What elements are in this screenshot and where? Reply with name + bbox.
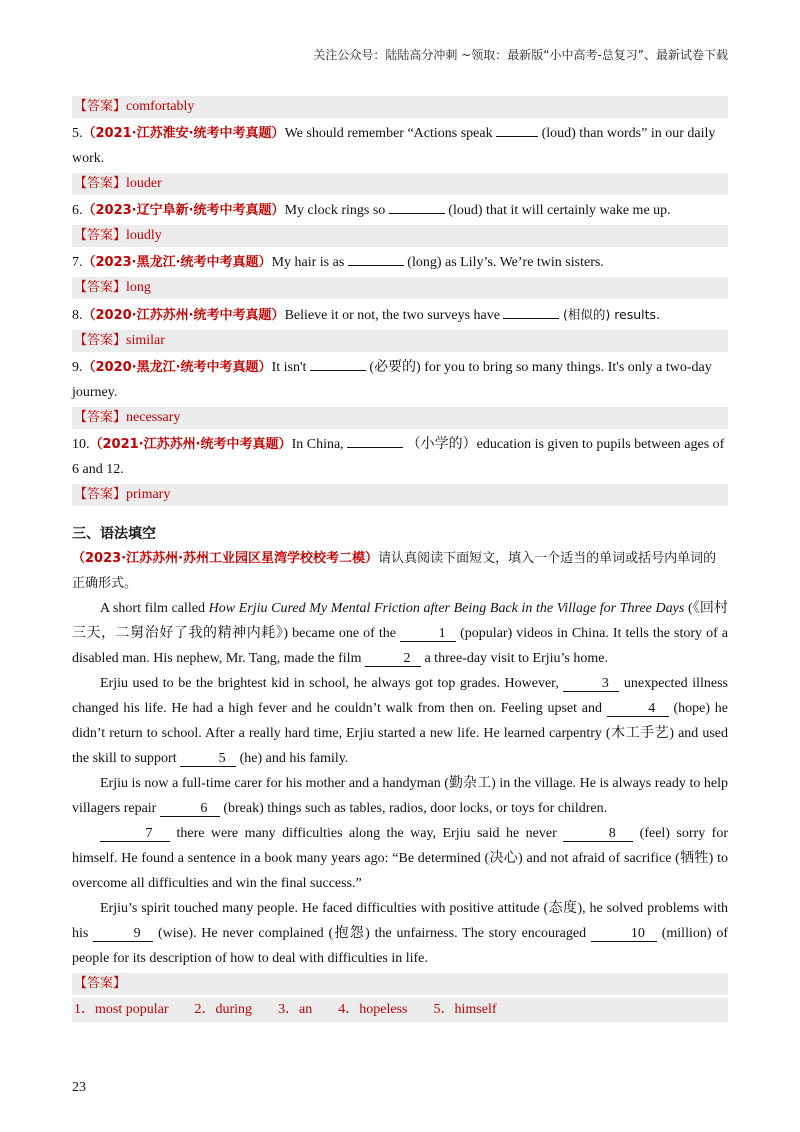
- question-source: （2020·江苏苏州·统考中考真题）: [82, 308, 285, 323]
- answer-bar: 【答案】louder: [72, 173, 728, 195]
- blank-2[interactable]: 2: [365, 652, 421, 667]
- answer-bar: 【答案】: [72, 973, 728, 995]
- answer-item: 5．himself: [433, 1002, 497, 1017]
- answer-item: 1．most popular: [74, 1002, 169, 1017]
- answer-text: loudly: [126, 228, 162, 243]
- blank-1[interactable]: 1: [400, 627, 456, 642]
- intro-instructions: 请认真阅读下面短文，填入一个适当的单词或括号内单词的正确形式。: [72, 551, 717, 591]
- passage-paragraph: Erjiu’s spirit touched many people. He faced difficulties with positive attitude (态度), he solved problems with his 9 (wise). He never complained (抱怨) the unfairness. The story encouraged 10 (million) of people for its description of how to deal with difficulties in life.: [72, 901, 729, 966]
- answer-bar: 【答案】comfortably: [72, 96, 728, 118]
- page-content: [72, 94, 728, 1022]
- question-item: 9.（2020·黑龙江·统考中考真题）It isn't (必要的) for you to bring so many things. It's only a two-day journey.: [72, 355, 728, 405]
- question-item: 8.（2020·江苏苏州·统考中考真题）Believe it or not, the two surveys have (相似的) results.: [72, 302, 728, 328]
- passage-paragraph: Erjiu used to be the brightest kid in school, he always got top grades. However, 3 unexpected illness changed his life. He had a high fever and he couldn’t walk from then on. Feeling upset and 4 (hope) he didn’t return to school. After a really hard time, Erjiu started a new life. He learned carpentry (木工手艺) and used the skill to support 5 (he) and his family.: [72, 676, 729, 766]
- answer-item: 4．hopeless: [338, 1002, 408, 1017]
- answer-text: necessary: [126, 410, 181, 425]
- blank-7[interactable]: 7: [100, 827, 170, 842]
- page-number: 23: [72, 1080, 86, 1095]
- answer-blank[interactable]: [496, 122, 538, 137]
- section-intro: [72, 546, 728, 596]
- blank-9[interactable]: 9: [93, 927, 153, 942]
- answer-blank[interactable]: [503, 304, 559, 319]
- question-source: （2021·江苏苏州·统考中考真题）: [89, 437, 292, 452]
- question-source: （2023·黑龙江·统考中考真题）: [82, 255, 272, 270]
- question-source: （2020·黑龙江·统考中考真题）: [82, 360, 272, 375]
- question-item: 6.（2023·辽宁阜新·统考中考真题）My clock rings so (loud) that it will certainly wake me up.: [72, 198, 728, 223]
- answer-text: long: [126, 280, 151, 295]
- blank-3[interactable]: 3: [563, 677, 619, 692]
- blank-6[interactable]: 6: [160, 802, 220, 817]
- answer-list: [72, 998, 728, 1022]
- answer-bar: 【答案】loudly: [72, 225, 728, 247]
- answer-text: primary: [126, 487, 171, 502]
- film-title: How Erjiu Cured My Mental Friction after Being Back in the Village for Three Days: [208, 601, 685, 616]
- answer-bar: 【答案】similar: [72, 330, 728, 352]
- answer-blank[interactable]: [348, 251, 404, 266]
- intro-source: （2023·江苏苏州·苏州工业园区星湾学校校考二模）: [72, 551, 379, 566]
- question-source: （2023·辽宁阜新·统考中考真题）: [82, 203, 285, 218]
- answer-bar: 【答案】primary: [72, 484, 728, 506]
- passage-paragraph: 7 there were many difficulties along the way, Erjiu said he never 8 (feel) sorry for himself. He found a sentence in a book many years ago: “Be determined (决心) and not afraid of sacrifice (牺牲) to overcome all difficulties and win the final success.”: [72, 826, 728, 891]
- answer-bar: 【答案】necessary: [72, 407, 728, 429]
- question-item: 5.（2021·江苏淮安·统考中考真题）We should remember “Actions speak (loud) than words” in our daily work.: [72, 121, 728, 171]
- question-item: 10.（2021·江苏苏州·统考中考真题）In China, （小学的）education is given to pupils between ages of 6 and 12.: [72, 432, 728, 482]
- answer-item: 3．an: [278, 1002, 313, 1017]
- blank-5[interactable]: 5: [180, 752, 236, 767]
- answer-text: louder: [126, 176, 162, 191]
- answer-text: similar: [126, 333, 165, 348]
- passage-paragraph: Erjiu is now a full-time carer for his mother and a handyman (勤杂工) in the village. He is always ready to help villagers repair 6 (break) things such as tables, radios, door locks, or toys for children.: [72, 776, 728, 816]
- answer-bar: 【答案】long: [72, 277, 728, 299]
- answer-blank[interactable]: [347, 433, 403, 448]
- answer-blank[interactable]: [310, 356, 366, 371]
- answer-text: comfortably: [126, 99, 195, 114]
- blank-8[interactable]: 8: [563, 827, 633, 842]
- passage-paragraph: A short film called How Erjiu Cured My Mental Friction after Being Back in the Village for Three Days (《回村三天，二舅治好了我的精神内耗》) became one of the 1 (popular) videos in China. It tells the story of a disabled man. His nephew, Mr. Tang, made the film 2 a three-day visit to Erjiu’s home.: [72, 601, 729, 666]
- answer-blank[interactable]: [389, 199, 445, 214]
- page-header: 关注公众号：陆陆高分冲刺 ~领取：最新版“小中高考-总复习”、最新试卷下载: [313, 48, 728, 62]
- section-title: 三、语法填空: [72, 526, 156, 542]
- blank-4[interactable]: 4: [607, 702, 669, 717]
- answer-item: 2．during: [194, 1002, 253, 1017]
- question-item: 7.（2023·黑龙江·统考中考真题）My hair is as (long) as Lily’s. We’re twin sisters.: [72, 250, 728, 275]
- blank-10[interactable]: 10: [591, 927, 657, 942]
- question-source: （2021·江苏淮安·统考中考真题）: [82, 126, 285, 141]
